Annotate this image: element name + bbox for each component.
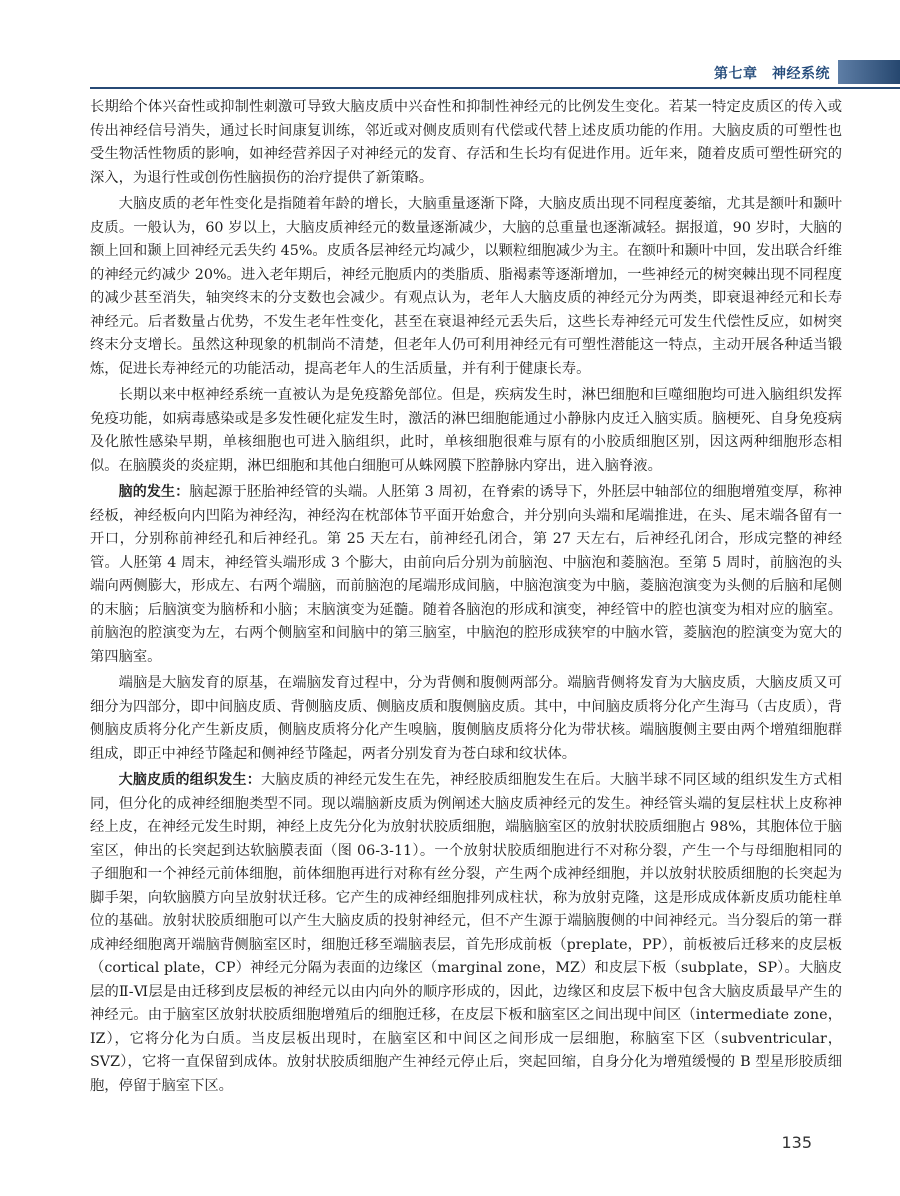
paragraph-telencephalon bbox=[90, 672, 842, 766]
paragraph-text: 端脑是大脑发育的原基，在端脑发育过程中，分为背侧和腹侧两部分。端脑背侧将发育为大脑皮质，大脑皮质又可细分为四部分，即中间脑皮质、背侧脑皮质、侧脑皮质和腹侧脑皮质。其中，中间脑皮质将分化产生海马（古皮质），背侧脑皮质将分化产生新皮质，侧脑皮质将分化产生嗅脑，腹侧脑皮质将分化为带状核。端脑腹侧主要由两个增殖细胞群组成，即正中神经节隆起和侧神经节隆起，两者分别发育为苍白球和纹状体。 bbox=[90, 675, 842, 762]
header-rule bbox=[90, 87, 900, 89]
paragraph-cortex-histogenesis bbox=[90, 769, 842, 1098]
paragraph-aging bbox=[90, 193, 842, 381]
page-number: 135 bbox=[781, 1133, 812, 1152]
paragraph-immune bbox=[90, 384, 842, 478]
paragraph-text: 大脑皮质的神经元发生在先，神经胶质细胞发生在后。大脑半球不同区域的组织发生方式相同，但分化的成神经细胞类型不同。现以端脑新皮质为例阐述大脑皮质神经元的发生。神经管头端的复层柱状上皮称神经上皮，在神经元发生时期，神经上皮先分化为放射状胶质细胞，端脑脑室区的放射状胶质细胞占 98%，其胞体位于脑室区，伸出的长突起到达软脑膜表面（图 06-3-11）。一个放射状胶质细胞进行不对称分裂，产生一个与母细胞相同的子细胞和一个神经元前体细胞，前体细胞再进行对称有丝分裂，产生两个成神经细胞，并以放射状胶质细胞的长突起为脚手架，向软脑膜方向呈放射状迁移。它产生的成神经细胞排列成柱状，称为放射克隆，这是形成成体新皮质功能柱单位的基础。放射状胶质细胞可以产生大脑皮质的投射神经元，但不产生源于端脑腹侧的中间神经元。当分裂后的第一群成神经细胞离开端脑背侧脑室区时，细胞迁移至端脑表层，首先形成前板（preplate，PP），前板被后迁移来的皮层板（cortical plate，CP）神经元分隔为表面的边缘区（marginal zone，MZ）和皮层下板（subplate，SP）。大脑皮层的Ⅱ-Ⅵ层是由迁移到皮层板的神经元以由内向外的顺序形成的，因此，边缘区和皮层下板中包含大脑皮质最早产生的神经元。由于脑室区放射状胶质细胞增殖后的细胞迁移，在皮层下板和脑室区之间出现中间区（intermediate zone，IZ），它将分化为白质。当皮层板出现时，在脑室区和中间区之间形成一层细胞，称脑室下区（subventricular，SVZ），它将一直保留到成体。放射状胶质细胞产生神经元停止后，突起回缩，自身分化为增殖缓慢的 B 型星形胶质细胞，停留于脑室下区。 bbox=[90, 772, 843, 1094]
paragraph-text: 大脑皮质的老年性变化是指随着年龄的增长，大脑重量逐渐下降，大脑皮质出现不同程度萎缩，尤其是额叶和颞叶皮质。一般认为，60 岁以上，大脑皮质神经元的数量逐渐减少，大脑的总重量也逐渐减轻。据报道，90 岁时，大脑的额上回和颞上回神经元丢失约 45%。皮质各层神经元均减少，以颗粒细胞减少为主。在额叶和颞叶中回，发出联合纤维的神经元约减少 20%。进入老年期后，神经元胞质内的类脂质、脂褐素等逐渐增加，一些神经元的树突棘出现不同程度的减少甚至消失，轴突终末的分支数也会减少。有观点认为，老年人大脑皮质的神经元分为两类，即衰退神经元和长寿神经元。后者数量占优势，不发生老年性变化，甚至在衰退神经元丢失后，这些长寿神经元可发生代偿性反应，如树突终末分支增长。虽然这种现象的机制尚不清楚，但老年人仍可利用神经元有可塑性潜能这一特点，主动开展各种适当锻炼，促进长寿神经元的功能活动，提高老年人的生活质量，并有利于健康长寿。 bbox=[90, 196, 842, 377]
chapter-title: 第七章 神经系统 bbox=[714, 66, 830, 82]
paragraph-brain-development bbox=[90, 481, 842, 669]
paragraph-lead: 脑的发生： bbox=[118, 484, 190, 500]
paragraph-text: 脑起源于胚胎神经管的头端。人胚第 3 周初，在脊索的诱导下，外胚层中轴部位的细胞增殖变厚，称神经板，神经板向内凹陷为神经沟，神经沟在枕部体节平面开始愈合，并分别向头端和尾端推进，在头、尾末端各留有一开口，分别称前神经孔和后神经孔。第 25 天左右，前神经孔闭合，第 27 天左右，后神经孔闭合，形成完整的神经管。人胚第 4 周末，神经管头端形成 3 个膨大，由前向后分别为前脑泡、中脑泡和菱脑泡。至第 5 周时，前脑泡的头端向两侧膨大，形成左、右两个端脑，而前脑泡的尾端形成间脑，中脑泡演变为中脑，菱脑泡演变为头侧的后脑和尾侧的末脑；后脑演变为脑桥和小脑；末脑演变为延髓。随着各脑泡的形成和演变，神经管中的腔也演变为相对应的脑室。前脑泡的腔演变为左，右两个侧脑室和间脑中的第三脑室，中脑泡的腔形成狭窄的中脑水管，菱脑泡的腔演变为宽大的第四脑室。 bbox=[90, 484, 843, 665]
paragraph-text: 长期以来中枢神经系统一直被认为是免疫豁免部位。但是，疾病发生时，淋巴细胞和巨噬细胞均可进入脑组织发挥免疫功能，如病毒感染或是多发性硬化症发生时，激活的淋巴细胞能通过小静脉内皮迁入脑实质。脑梗死、自身免疫病及化脓性感染早期，单核细胞也可进入脑组织，此时，单核细胞很难与原有的小胶质细胞区别，因这两种细胞形态相似。在脑膜炎的炎症期，淋巴细胞和其他白细胞可从蛛网膜下腔静脉内穿出，进入脑脊液。 bbox=[90, 387, 842, 474]
paragraph-lead: 大脑皮质的组织发生： bbox=[118, 772, 261, 788]
header-color-bar bbox=[838, 60, 900, 84]
paragraph-text: 长期给个体兴奋性或抑制性刺激可导致大脑皮质中兴奋性和抑制性神经元的比例发生变化。若某一特定皮质区的传入或传出神经信号消失，通过长时间康复训练，邻近或对侧皮质则有代偿或代替上述皮质功能的作用。大脑皮质的可塑性也受生物活性物质的影响，如神经营养因子对神经元的发育、存活和生长均有促进作用。近年来，随着皮质可塑性研究的深入，为退行性或创伤性脑损伤的治疗提供了新策略。 bbox=[90, 99, 842, 186]
body-text bbox=[90, 96, 842, 1101]
paragraph-plasticity bbox=[90, 96, 842, 190]
